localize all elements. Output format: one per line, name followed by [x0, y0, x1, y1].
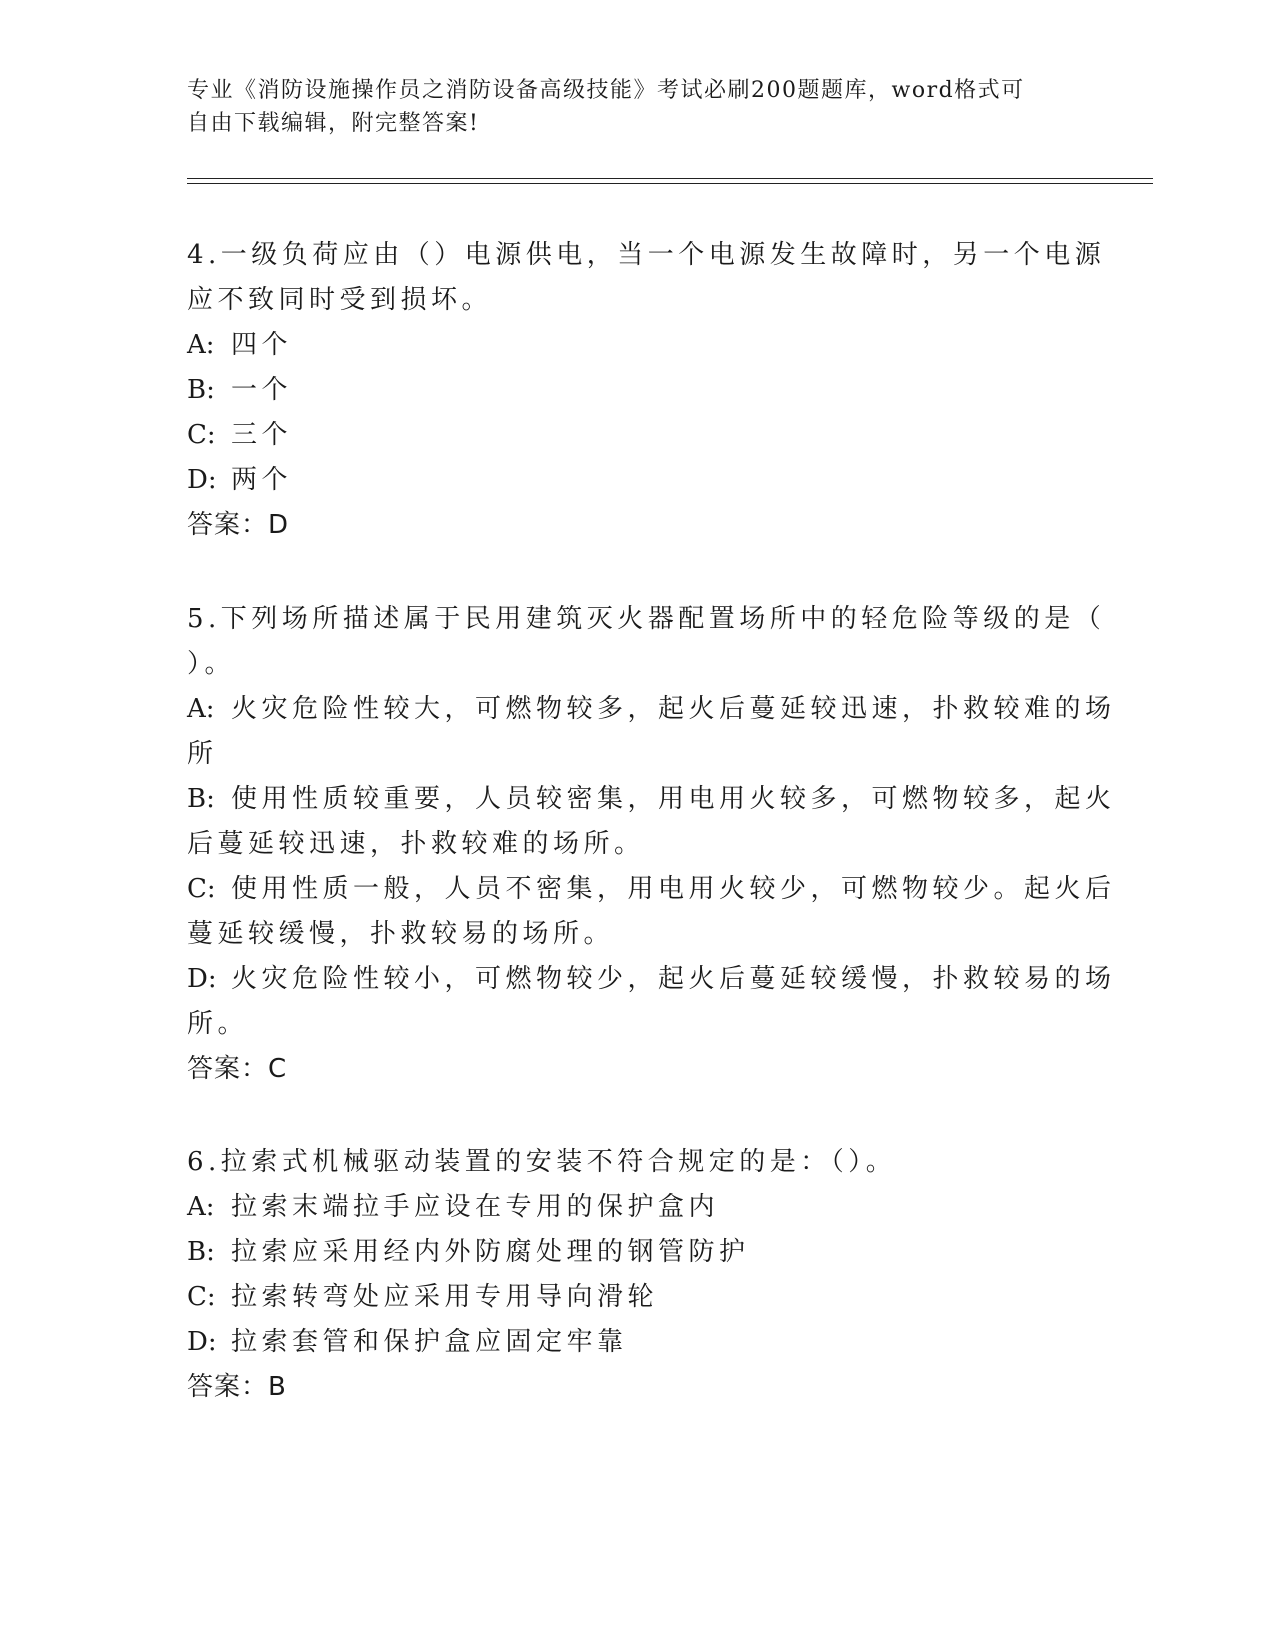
option-a	[187, 323, 1087, 368]
option-a	[187, 1185, 1087, 1230]
option-key: D:	[187, 465, 217, 495]
option-key: D:	[187, 1327, 217, 1357]
option-b	[187, 777, 1116, 822]
option-key: C:	[187, 1282, 216, 1312]
option-text: 火灾危险性较小，可燃物较少，起火后蔓延较缓慢，扑救较易的场	[231, 964, 1116, 994]
option-text: 拉索应采用经内外防腐处理的钢管防护	[231, 1237, 750, 1267]
option-b-continued: 后蔓延较迅速，扑救较难的场所。	[187, 829, 645, 859]
option-d	[187, 1320, 1087, 1365]
option-key: A:	[187, 330, 215, 360]
option-c	[187, 1275, 1087, 1320]
option-key: A:	[187, 694, 215, 724]
option-c	[187, 413, 1087, 458]
option-text: 两个	[231, 465, 293, 495]
option-text: 拉索转弯处应采用专用导向滑轮	[231, 1282, 659, 1312]
option-key: B:	[187, 784, 215, 814]
header-divider-bottom	[187, 183, 1153, 184]
answer-label: 答案：D	[187, 510, 290, 540]
option-c	[187, 867, 1116, 912]
option-text: 拉索套管和保护盒应固定牢靠	[231, 1327, 628, 1357]
question-text-line: 4.一级负荷应由（）电源供电，当一个电源发生故障时，另一个电源	[187, 240, 1106, 270]
option-d	[187, 458, 1087, 503]
answer-label: 答案：B	[187, 1372, 287, 1402]
option-text: 使用性质较重要，人员较密集，用电用火较多，可燃物较多，起火	[231, 784, 1116, 814]
document-header	[187, 74, 1067, 140]
option-a	[187, 687, 1116, 732]
question-text-line: 应不致同时受到损坏。	[187, 285, 493, 315]
option-key: D:	[187, 964, 217, 994]
option-b	[187, 368, 1087, 413]
option-key: C:	[187, 874, 216, 904]
question-4	[187, 233, 1106, 548]
question-text-line: 6.拉索式机械驱动装置的安装不符合规定的是：（）。	[187, 1147, 897, 1177]
option-text: 火灾危险性较大，可燃物较多，起火后蔓延较迅速，扑救较难的场	[231, 694, 1116, 724]
option-text: 拉索末端拉手应设在专用的保护盒内	[231, 1192, 720, 1222]
question-6	[187, 1140, 1087, 1410]
option-b	[187, 1230, 1087, 1275]
header-line-1: 专业《消防设施操作员之消防设备高级技能》考试必刷200题题库，word格式可	[187, 78, 1025, 103]
question-text-line: 5.下列场所描述属于民用建筑灭火器配置场所中的轻危险等级的是（	[187, 604, 1106, 634]
option-text: 三个	[231, 420, 293, 450]
option-text: 四个	[231, 330, 293, 360]
option-text: 使用性质一般，人员不密集，用电用火较少，可燃物较少。起火后	[231, 874, 1116, 904]
option-key: A:	[187, 1192, 215, 1222]
option-d	[187, 957, 1116, 1002]
header-divider-top	[187, 178, 1153, 179]
option-key: B:	[187, 375, 215, 405]
option-d-continued: 所。	[187, 1009, 249, 1039]
question-text-line: ）。	[187, 649, 236, 679]
header-line-2: 自由下载编辑，附完整答案!	[187, 111, 480, 136]
option-key: B:	[187, 1237, 215, 1267]
option-a-continued: 所	[187, 739, 218, 769]
answer-label: 答案：C	[187, 1054, 288, 1084]
option-key: C:	[187, 420, 216, 450]
option-text: 一个	[231, 375, 293, 405]
question-5	[187, 597, 1116, 1092]
option-c-continued: 蔓延较缓慢，扑救较易的场所。	[187, 919, 615, 949]
